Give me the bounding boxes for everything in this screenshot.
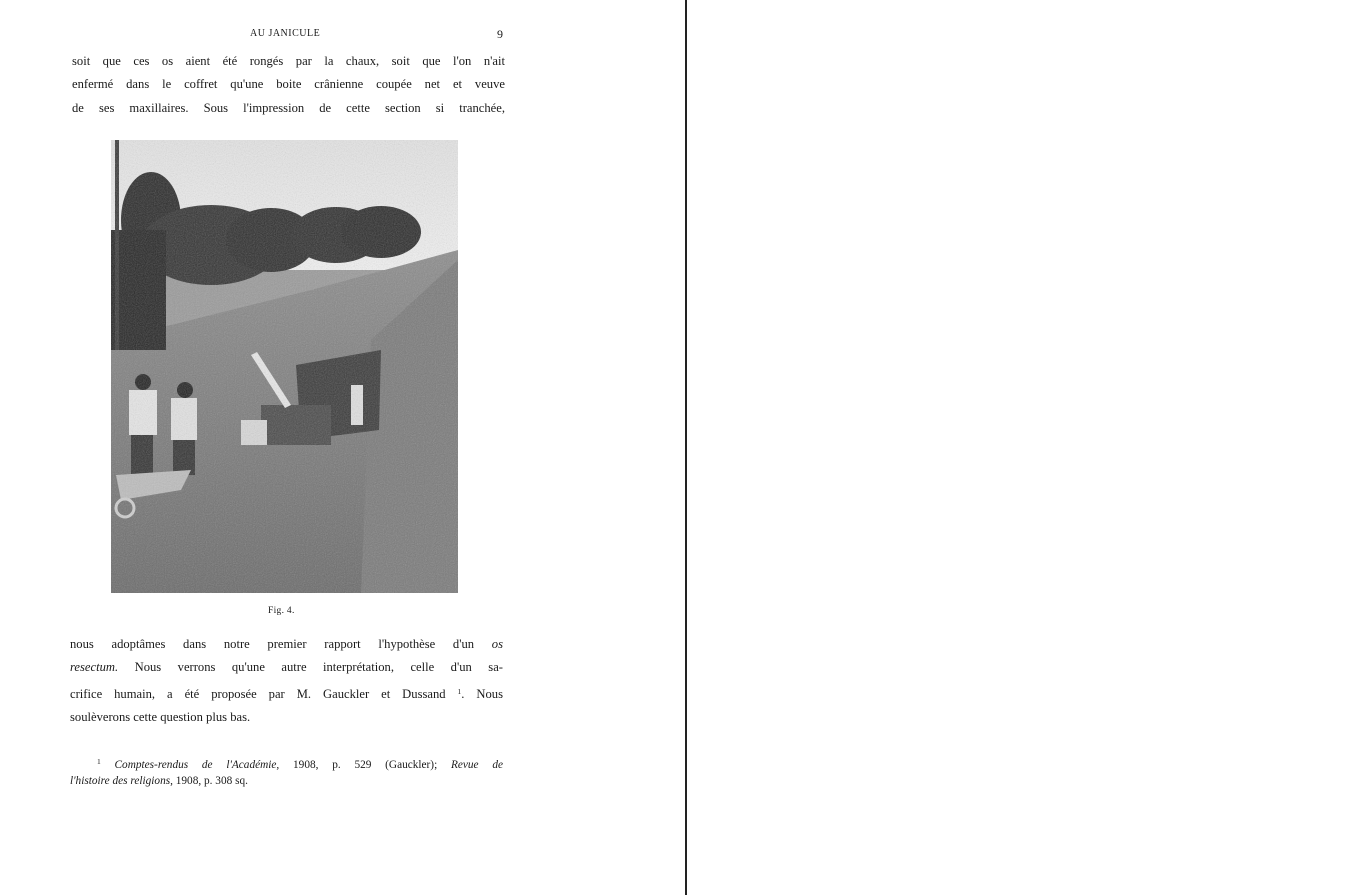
footnote-italic: Comptes-rendus de l'Académie, [114,759,280,771]
body-line [70,656,503,679]
footnote-line [70,773,503,789]
body-text-bottom [70,633,503,729]
body-text-span: Nous verrons qu'une autre interprétation, celle d'un sa- [118,660,503,675]
footnote-italic: l'histoire des religions, [70,775,173,787]
footnote-text: 1908, p. 529 (Gauckler); [279,759,451,771]
body-line: soit que ces os aient été rongés par la chaux, soit que l'on n'ait [72,54,505,68]
figure-caption: Fig. 4. [268,606,295,616]
footnote-italic: Revue de [450,759,503,771]
body-text-span: nous adoptâmes dans notre premier rapport l'hypothèse d'un [70,637,475,651]
footnote-line [70,754,503,773]
body-line: de ses maxillaires. Sous l'impression de cette section si tranchée, [72,100,505,115]
footnote [70,754,503,789]
page-number: 9 [497,27,503,41]
body-line: soulèverons cette question plus bas. [70,709,251,724]
body-line [70,680,503,706]
footnote-text: 1908, p. 308 sq. [172,775,248,787]
footnote-reference: 1 [457,686,462,696]
italic-term: os [491,637,503,651]
running-head: AU JANICULE [250,28,321,39]
body-text-top [72,50,505,120]
body-line: enfermé dans le coffret qu'une boite crânienne coupée net et veuve [72,77,505,92]
italic-term: resectum. [70,660,119,675]
body-text-span: . Nous [461,686,504,701]
body-text-span: crifice humain, a été proposée par M. Gauckler et Dussand [70,686,446,701]
footnote-marker: 1 [97,757,101,766]
figure-photograph [111,140,458,593]
document-page-right-blank [687,0,1345,895]
body-line [70,633,503,656]
